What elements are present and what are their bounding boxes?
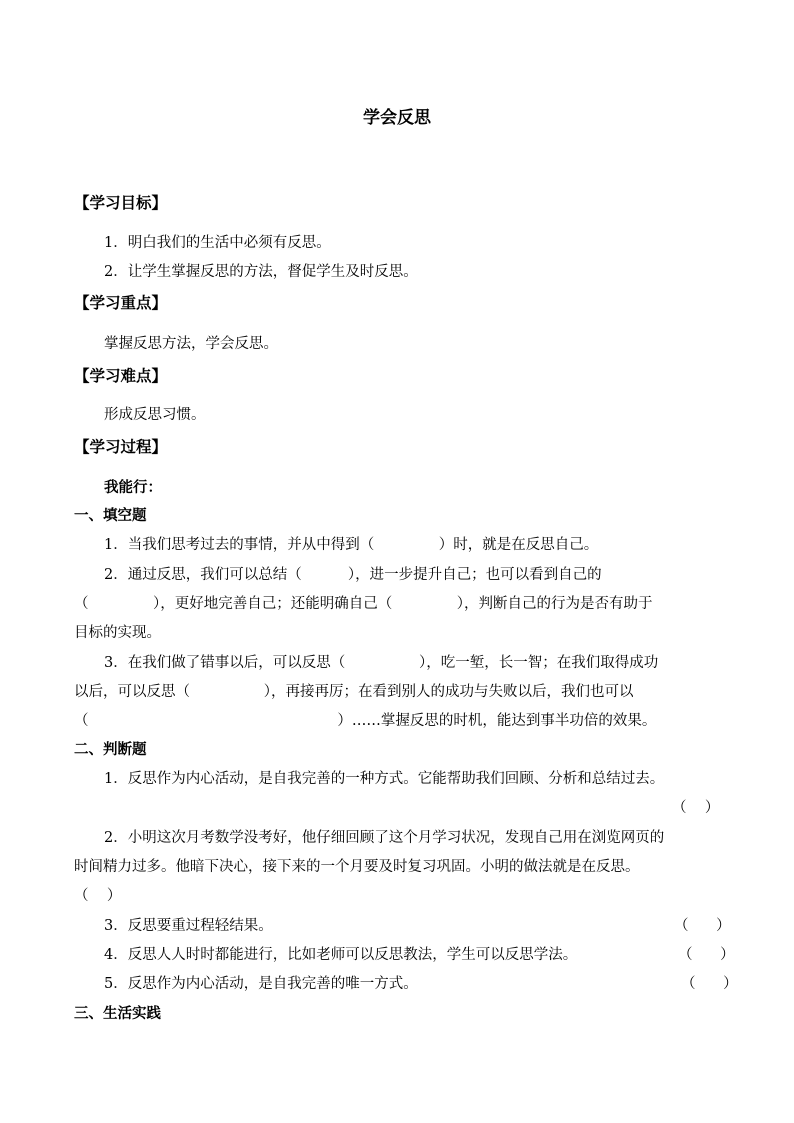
judge-question-4: 4．反思人人时时都能进行，比如老师可以反思教法，学生可以反思学法。 [104,947,578,963]
key-points-text: 掌握反思方法，学会反思。 [104,336,278,352]
page-title: 学会反思 [363,108,431,128]
judge-question-2-line-2: 时间精力过多。他暗下决心，接下来的一个月要及时复习巩固。小明的做法就是在反思。 [74,859,640,875]
judge-question-5: 5．反思作为内心活动，是自我完善的唯一方式。 [104,976,418,992]
fill-question-3-line-1: 3．在我们做了错事以后，可以反思（ ），吃一堑，长一智；在我们取得成功 [104,655,659,671]
difficult-points-text: 形成反思习惯。 [104,407,206,423]
fill-question-3-line-3: （ ）……掌握反思的时机，能达到事半功倍的效果。 [74,713,657,729]
heading-learning-goals: 【学习目标】 [74,194,168,212]
judge-question-3: 3．反思要重过程轻结果。 [104,918,273,934]
judge-question-1: 1．反思作为内心活动，是自我完善的一种方式。它能帮助我们回顾、分析和总结过去。 [104,771,665,787]
fill-question-2-line-3: 目标的实现。 [74,625,161,641]
fill-question-3-line-2: 以后，可以反思（ ），再接再厉；在看到别人的成功与失败以后，我们也可以 [74,684,634,700]
judge-question-5-answer-paren: （ ） [681,976,738,992]
heading-key-points: 【学习重点】 [74,294,168,312]
judge-question-2-answer-paren: （ ） [74,888,122,904]
fill-question-1: 1．当我们思考过去的事情，并从中得到（ ）时，就是在反思自己。 [104,537,599,553]
goal-item-2: 2．让学生掌握反思的方法，督促学生及时反思。 [104,264,418,280]
fill-question-2-line-2: （ ），更好地完善自己；还能明确自己（ ），判断自己的行为是否有助于 [74,596,653,612]
judge-question-3-answer-paren: （ ） [674,918,731,934]
judge-question-1-answer-paren: （ ） [672,800,720,816]
i-can-label: 我能行： [104,480,162,496]
fill-question-2-line-1: 2．通过反思，我们可以总结（ ），进一步提升自己；也可以看到自己的 [104,567,602,583]
section-true-false: 二、判断题 [74,742,147,758]
heading-learning-process: 【学习过程】 [74,438,168,456]
judge-question-2-line-1: 2．小明这次月考数学没考好，他仔细回顾了这个月学习状况，发现自己用在浏览网页的 [104,830,665,846]
judge-question-4-answer-paren: （ ） [678,947,735,963]
section-fill-in-blanks: 一、填空题 [74,508,147,524]
goal-item-1: 1．明白我们的生活中必须有反思。 [104,235,331,251]
heading-difficult-points: 【学习难点】 [74,367,168,385]
section-life-practice: 三、生活实践 [74,1006,161,1022]
